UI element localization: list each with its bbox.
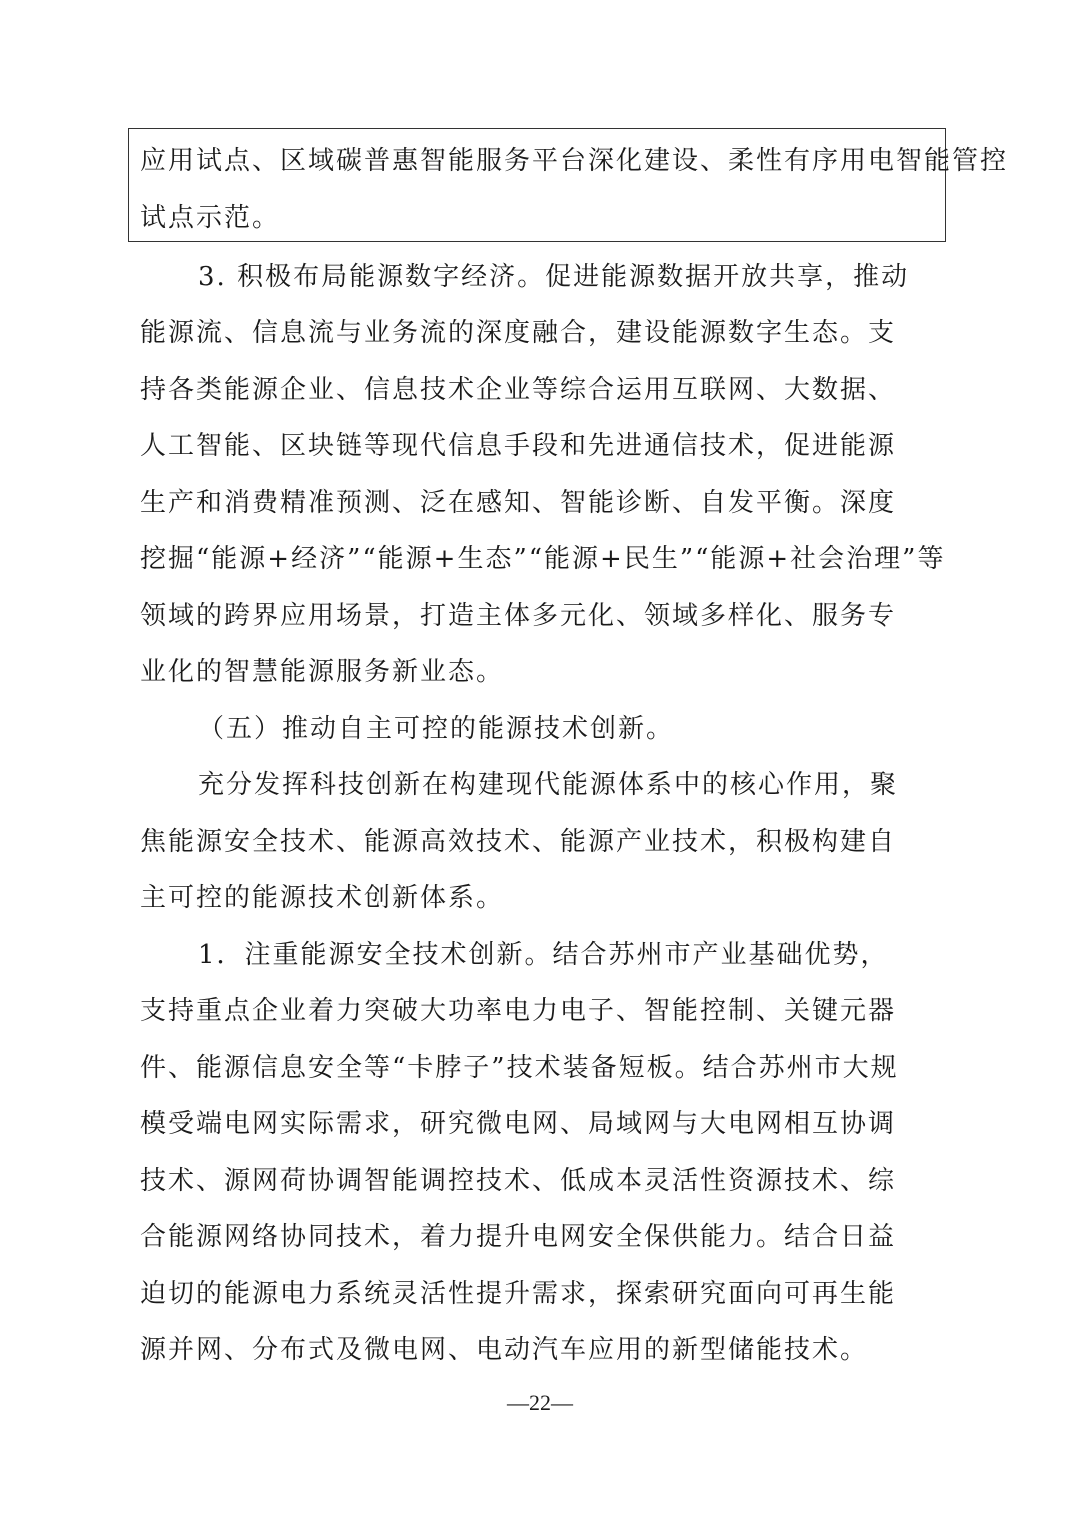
item1-line-3: 件、能源信息安全等“卡脖子”技术装备短板。结合苏州市大规 <box>140 1053 899 1083</box>
item1-line-5: 技术、源网荷协调智能调控技术、低成本灵活性资源技术、综 <box>140 1166 897 1196</box>
item1-line-4: 模受端电网实际需求，研究微电网、局域网与大电网相互协调 <box>140 1109 897 1139</box>
section3-line-7: 领域的跨界应用场景，打造主体多元化、领域多样化、服务专 <box>140 601 897 631</box>
item1-line-7: 迫切的能源电力系统灵活性提升需求，探索研究面向可再生能 <box>140 1279 897 1309</box>
item1-line-8: 源并网、分布式及微电网、电动汽车应用的新型储能技术。 <box>140 1335 869 1365</box>
page-number: —22— <box>507 1390 573 1415</box>
intro-line-2: 焦能源安全技术、能源高效技术、能源产业技术，积极构建自 <box>140 827 897 857</box>
box-line-1: 应用试点、区域碳普惠智能服务平台深化建设、柔性有序用电智能管控 <box>140 146 1009 176</box>
section3-line-5: 生产和消费精准预测、泛在感知、智能诊断、自发平衡。深度 <box>140 488 897 518</box>
item1-line-6: 合能源网络协同技术，着力提升电网安全保供能力。结合日益 <box>140 1222 897 1252</box>
box-line-2: 试点示范。 <box>140 203 281 233</box>
section3-line-4: 人工智能、区块链等现代信息手段和先进通信技术，促进能源 <box>140 431 897 461</box>
section3-line-2: 能源流、信息流与业务流的深度融合，建设能源数字生态。支 <box>140 318 897 348</box>
section3-line-3: 持各类能源企业、信息技术企业等综合运用互联网、大数据、 <box>140 375 897 405</box>
section-heading-5: （五）推动自主可控的能源技术创新。 <box>198 714 675 744</box>
intro-line-3: 主可控的能源技术创新体系。 <box>140 883 505 913</box>
section3-line-8: 业化的智慧能源服务新业态。 <box>140 657 505 687</box>
item1-line-2: 支持重点企业着力突破大功率电力电子、智能控制、关键元器 <box>140 996 897 1026</box>
intro-line-1: 充分发挥科技创新在构建现代能源体系中的核心作用，聚 <box>198 770 899 800</box>
section3-line-1: 3. 积极布局能源数字经济。促进能源数据开放共享，推动 <box>198 262 910 292</box>
section3-line-6: 挖掘“能源+经济”“能源+生态”“能源+民生”“能源+社会治理”等 <box>140 544 946 574</box>
item1-line-1: 1．注重能源安全技术创新。结合苏州市产业基础优势， <box>198 940 889 970</box>
